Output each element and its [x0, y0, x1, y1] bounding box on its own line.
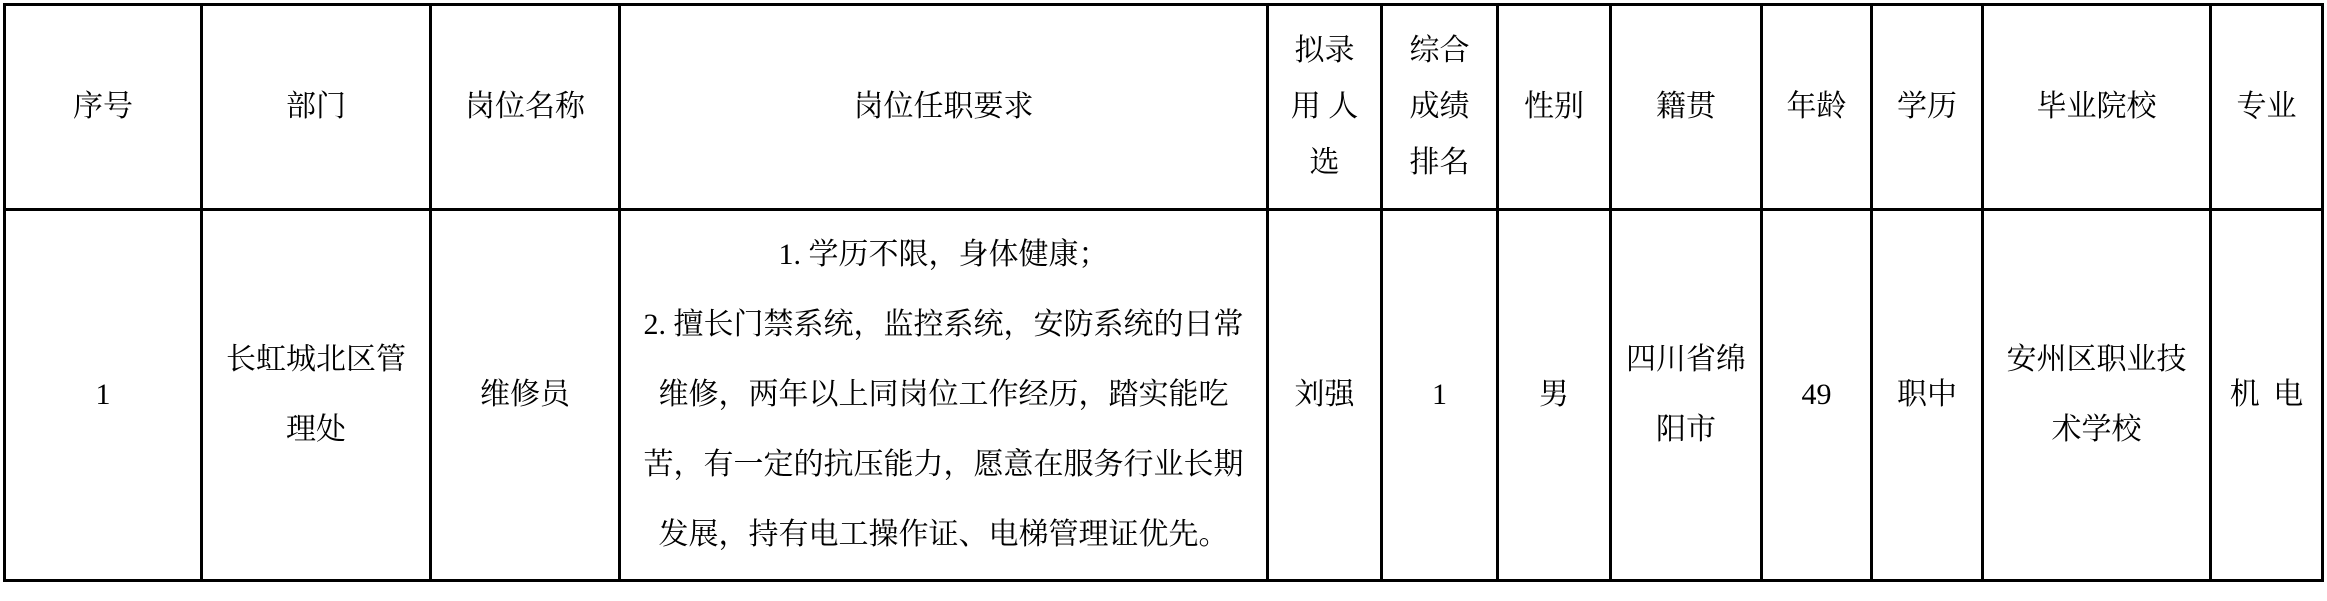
cell-line: 苦，有一定的抗压能力，愿意在服务行业长期 — [643, 448, 1244, 481]
cell-line: 男 — [1539, 378, 1569, 411]
cell-index — [5, 210, 202, 581]
cell-line: 毕业院校 — [2036, 90, 2157, 123]
cell-overall-score-rank — [1382, 210, 1498, 581]
table-row — [5, 210, 2323, 581]
cell-age — [1762, 210, 1872, 581]
cell-line: 拟录 — [1294, 34, 1355, 67]
cell-proposed-candidate — [1268, 210, 1382, 581]
cell-line: 排名 — [1409, 146, 1470, 179]
header-cell-major — [2211, 5, 2323, 210]
cell-line: 术学校 — [2051, 413, 2142, 446]
cell-line: 机电 — [2229, 378, 2317, 411]
header-cell-index — [5, 5, 202, 210]
cell-line: 维修员 — [480, 378, 570, 411]
header-cell-job-requirements — [620, 5, 1268, 210]
cell-line: 职中 — [1897, 378, 1957, 411]
header-cell-department — [202, 5, 431, 210]
cell-line: 维修，两年以上同岗位工作经历，踏实能吃 — [658, 378, 1229, 411]
cell-line: 长虹城北区管 — [226, 343, 406, 376]
cell-line: 年龄 — [1786, 90, 1847, 123]
cell-department — [202, 210, 431, 581]
cell-line: 序号 — [73, 90, 133, 123]
cell-line: 性别 — [1524, 90, 1584, 123]
cell-position-name — [431, 210, 620, 581]
header-cell-native-place — [1611, 5, 1762, 210]
cell-line: 阳市 — [1656, 413, 1716, 446]
cell-line: 刘强 — [1294, 378, 1355, 411]
cell-line: 综合 — [1409, 34, 1470, 67]
header-cell-gender — [1498, 5, 1611, 210]
header-cell-age — [1762, 5, 1872, 210]
cell-line: 理处 — [286, 413, 346, 446]
cell-line: 1. 学历不限，身体健康； — [778, 238, 1109, 271]
header-cell-graduate-school — [1983, 5, 2211, 210]
cell-line: 发展，持有电工操作证、电梯管理证优先。 — [658, 518, 1229, 551]
cell-line: 2. 擅长门禁系统，监控系统，安防系统的日常 — [643, 308, 1244, 341]
cell-gender — [1498, 210, 1611, 581]
cell-major — [2211, 210, 2323, 581]
cell-native-place — [1611, 210, 1762, 581]
cell-line: 籍贯 — [1656, 90, 1716, 123]
cell-line: 学历 — [1897, 90, 1957, 123]
cell-line: 岗位任职要求 — [853, 90, 1034, 123]
cell-line: 专业 — [2236, 90, 2297, 123]
cell-line: 部门 — [286, 90, 346, 123]
header-row — [5, 5, 2323, 210]
recruitment-result-table — [3, 3, 2324, 582]
cell-education — [1872, 210, 1983, 581]
header-cell-education — [1872, 5, 1983, 210]
cell-line: 1 — [1432, 378, 1447, 411]
cell-line: 四川省绵 — [1626, 343, 1746, 376]
cell-line: 选 — [1309, 146, 1340, 179]
cell-line: 用 人 — [1290, 90, 1359, 123]
header-cell-overall-score-rank — [1382, 5, 1498, 210]
cell-line: 49 — [1801, 378, 1832, 411]
header-cell-proposed-candidate — [1268, 5, 1382, 210]
cell-line: 1 — [95, 378, 111, 411]
header-cell-position-name — [431, 5, 620, 210]
cell-line: 成绩 — [1409, 90, 1470, 123]
cell-line: 安州区职业技 — [2006, 343, 2187, 376]
cell-graduate-school — [1983, 210, 2211, 581]
cell-line: 岗位名称 — [465, 90, 585, 123]
cell-job-requirements — [620, 210, 1268, 581]
